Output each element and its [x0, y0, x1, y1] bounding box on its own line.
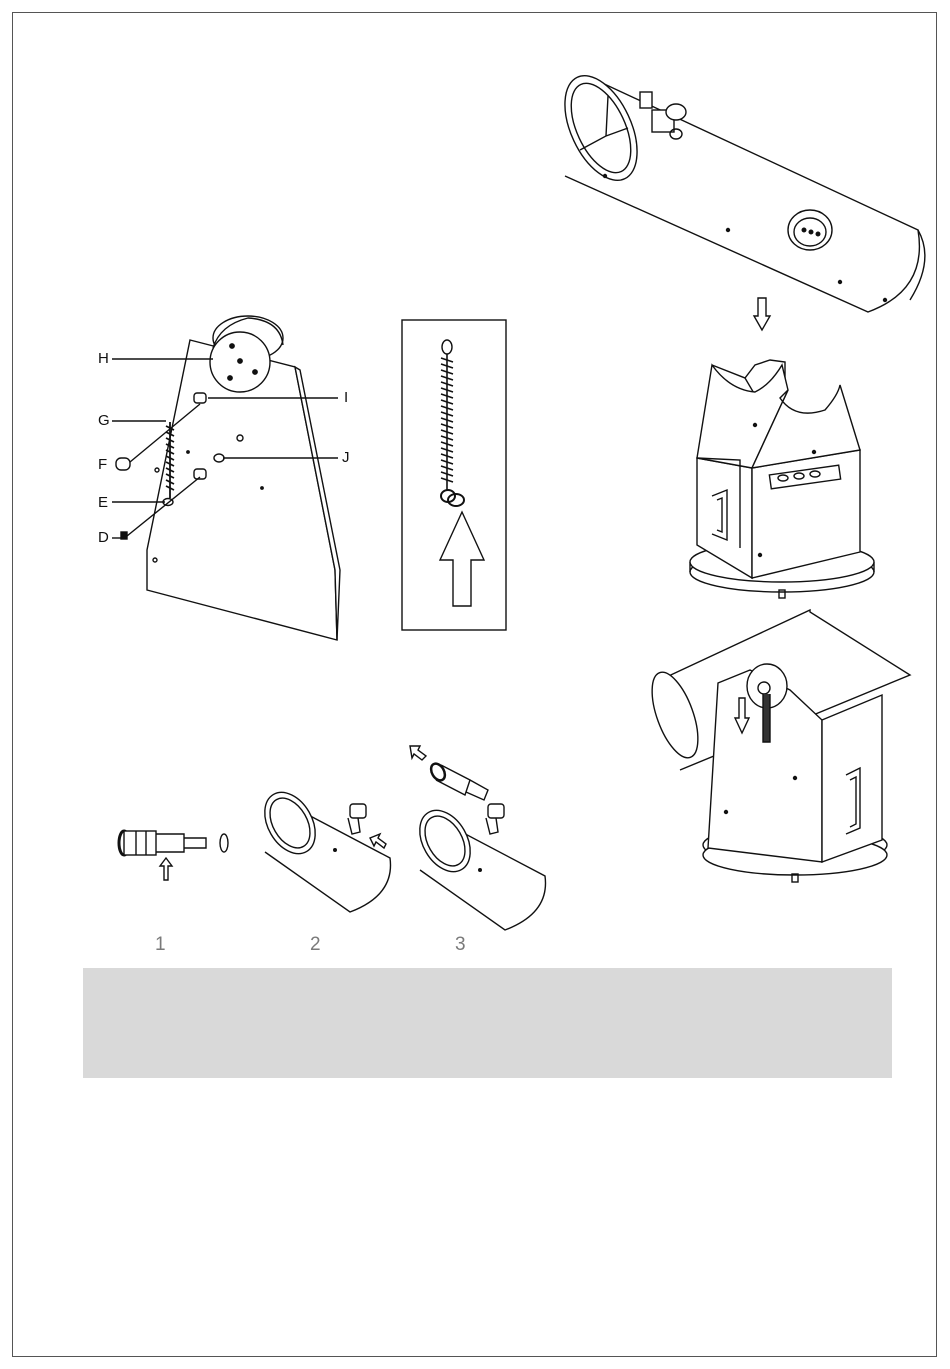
label-H: H [98, 350, 109, 367]
eyepiece-step-1-drawing [119, 831, 228, 880]
blank-gray-panel [83, 968, 892, 1078]
step-number-1: 1 [155, 934, 166, 955]
label-F: F [98, 456, 108, 473]
assembled-scope-drawing [643, 610, 910, 882]
eyepiece-step-2-drawing [254, 783, 390, 912]
step-number-2: 2 [310, 934, 321, 955]
eyepiece-step-3-drawing [409, 746, 545, 930]
label-J: J [342, 449, 350, 466]
label-D: D [98, 529, 109, 546]
label-I: I [344, 389, 349, 406]
side-panel-drawing [112, 316, 340, 640]
label-E: E [98, 494, 109, 511]
step-number-3: 3 [455, 934, 466, 955]
label-G: G [98, 412, 110, 429]
spring-detail-box [402, 320, 506, 630]
rocker-base-drawing [690, 360, 874, 598]
telescope-tube-drawing [550, 65, 925, 312]
down-arrow-icon [754, 298, 770, 330]
